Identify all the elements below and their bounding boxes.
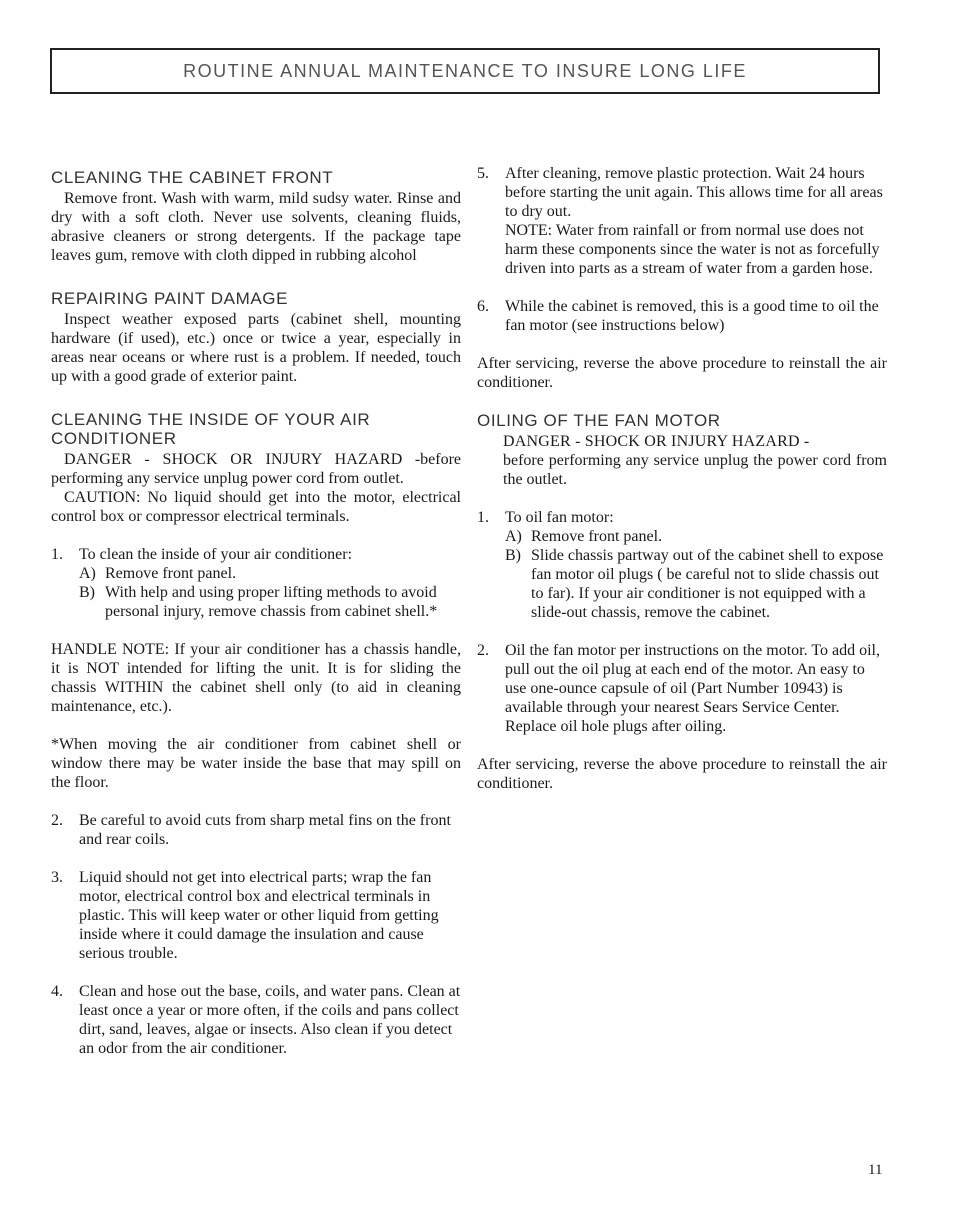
right-column	[477, 164, 887, 793]
caution-label: CAUTION:	[64, 489, 141, 506]
handle-note	[51, 640, 461, 716]
sub-label: B)	[79, 584, 95, 601]
sub-item	[505, 546, 887, 622]
list-item	[477, 164, 887, 278]
step-text: Oil the fan motor per instructions on the motor. To add oil, pull out the oil plug at each end of the motor. An easy to use one-ounce capsule of oil (Part Number 10943) is available through your nearest Sears Service Center. Replace oil hole plugs after oiling.	[505, 642, 880, 735]
step-number: 2.	[51, 812, 63, 829]
sub-item	[79, 564, 461, 583]
paint-damage-body: Inspect weather exposed parts (cabinet shell, mounting hardware (if used), etc.) once or twice a year, especially in areas near oceans or where rust is a problem. If needed, touch up with a good grade of exterior paint.	[51, 311, 461, 385]
step-number: 3.	[51, 869, 63, 886]
danger-text: before performing any service unplug the power cord from the outlet.	[503, 452, 887, 488]
step-text	[505, 164, 887, 278]
handle-note-text: If your air conditioner has a chassis handle, it is NOT intended for lifting the unit. It is for sliding the chassis WITHIN the cabinet shell only (to aid in cleaning maintenance, etc.).	[51, 641, 461, 715]
heading-inside-line2: CONDITIONER	[51, 429, 177, 448]
step-number: 4.	[51, 983, 63, 1000]
heading-cabinet-front: CLEANING THE CABINET FRONT	[51, 168, 334, 187]
cabinet-front-body: Remove front. Wash with warm, mild sudsy water. Rinse and dry with a soft cloth. Never use solvents, cleaning fluids, abrasive cleaners or strong detergents. If the package tape leaves gum, remove with cloth dipped in rubbing alcohol	[51, 190, 461, 264]
page-number: 11	[868, 1162, 883, 1178]
heading-inside-line1: CLEANING THE INSIDE OF YOUR AIR	[51, 410, 371, 429]
sub-text: Remove front panel.	[105, 565, 237, 582]
step5-text: After cleaning, remove plastic protection. Wait 24 hours before starting the unit again. This allows time for all areas to dry out.	[505, 165, 883, 220]
after-servicing-note: After servicing, reverse the above procedure to reinstall the air conditioner.	[477, 355, 887, 391]
danger-text: -before performing any service unplug power cord from outlet.	[51, 451, 462, 487]
list-item	[51, 811, 461, 849]
footnote: *When moving the air conditioner from cabinet shell or window there may be water inside the base that may spill on the floor.	[51, 736, 461, 791]
list-item	[477, 641, 887, 736]
step-number: 1.	[477, 509, 489, 526]
list-item	[51, 868, 461, 963]
inside-danger-note	[51, 450, 461, 488]
title-box	[50, 48, 880, 94]
sub-item	[79, 583, 461, 621]
after-servicing-note: After servicing, reverse the above procedure to reinstall the air conditioner.	[477, 756, 887, 792]
list-item	[51, 982, 461, 1058]
danger-label: DANGER - SHOCK OR INJURY HAZARD -	[503, 433, 810, 450]
handle-note-label: HANDLE NOTE:	[51, 641, 170, 658]
heading-inside	[51, 410, 461, 448]
list-item	[477, 508, 887, 527]
heading-oiling: OILING OF THE FAN MOTOR	[477, 411, 721, 430]
step-text: While the cabinet is removed, this is a good time to oil the fan motor (see instructions below)	[505, 298, 879, 334]
caution-text: No liquid should get into the motor, electrical control box or compressor electrical terminals.	[51, 489, 461, 525]
step-number: 2.	[477, 642, 489, 659]
list-item	[477, 297, 887, 335]
sub-label: B)	[505, 547, 521, 564]
page-title: ROUTINE ANNUAL MAINTENANCE TO INSURE LONG LIFE	[183, 60, 747, 81]
step-text: Liquid should not get into electrical parts; wrap the fan motor, electrical control box and electrical terminals in plastic. This will keep water or other liquid from getting inside where it could damage the insulation and cause serious trouble.	[79, 869, 439, 962]
step-text: Be careful to avoid cuts from sharp metal fins on the front and rear coils.	[79, 812, 451, 848]
step-number: 1.	[51, 546, 63, 563]
heading-paint-damage: REPAIRING PAINT DAMAGE	[51, 289, 289, 308]
step-number: 5.	[477, 165, 489, 182]
sub-text: With help and using proper lifting methods to avoid personal injury, remove chassis from cabinet shell.*	[105, 584, 438, 620]
oiling-danger-note	[503, 432, 887, 489]
inside-caution-note	[51, 488, 461, 526]
note-label: NOTE:	[505, 222, 553, 239]
sub-text: Slide chassis partway out of the cabinet shell to expose fan motor oil plugs ( be careful not to slide chassis out to far). If your air conditioner is not equipped with a slide-out chassis, remove the cabinet.	[531, 547, 884, 621]
sub-item	[505, 527, 887, 546]
sub-label: A)	[505, 528, 522, 545]
note-text: Water from rainfall or from normal use does not harm these components since the water is not as forcefully driven into parts as a stream of water from a garden hose.	[505, 222, 880, 277]
step-text: To clean the inside of your air conditioner:	[79, 546, 353, 563]
sub-label: A)	[79, 565, 96, 582]
step-text: To oil fan motor:	[505, 509, 614, 526]
sub-text: Remove front panel.	[531, 528, 663, 545]
step-number: 6.	[477, 298, 489, 315]
list-item	[51, 545, 461, 564]
left-column	[51, 168, 461, 1058]
danger-label: DANGER - SHOCK OR INJURY HAZARD	[64, 451, 403, 468]
step-text: Clean and hose out the base, coils, and water pans. Clean at least once a year or more often, if the coils and pans collect dirt, sand, leaves, algae or insects. Also clean if you detect an odor from the air conditioner.	[79, 983, 461, 1057]
